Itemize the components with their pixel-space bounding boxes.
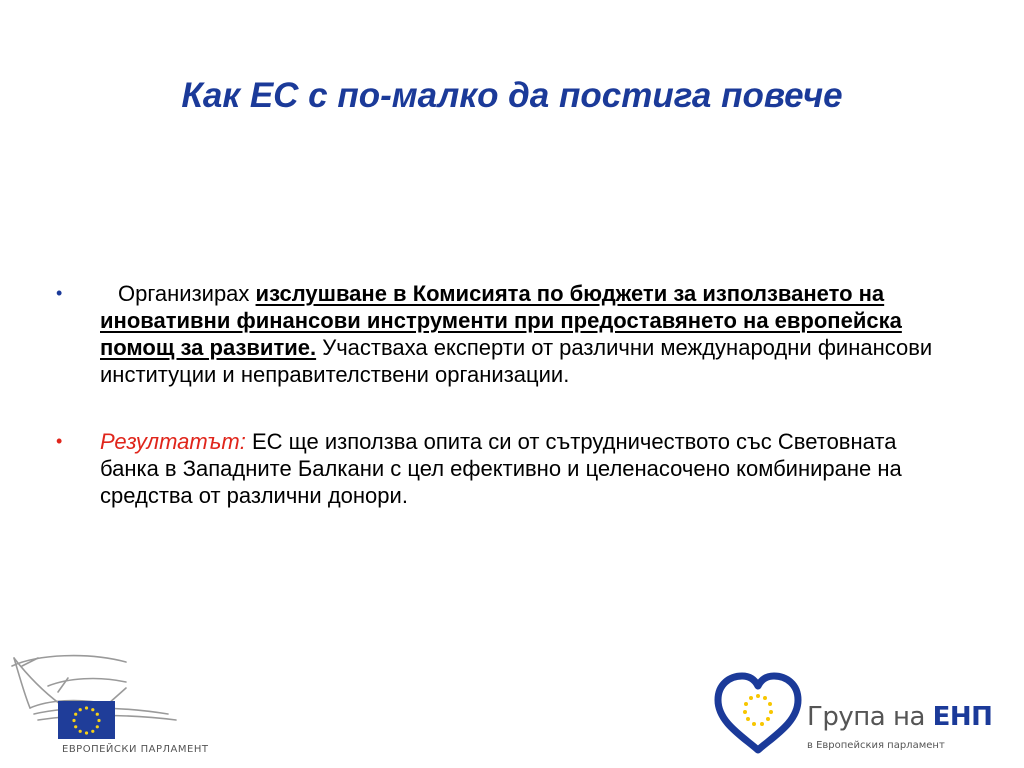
result-label: Резултатът:: [100, 429, 246, 454]
slide-title: Как ЕС с по-малко да постига повече: [181, 76, 843, 115]
bullet-intro-text: Организирах: [118, 281, 250, 306]
bullet-detail-text: Участваха експерти от различни международни финансови институции и неправителствени организации.: [100, 335, 933, 387]
bullet-dot-icon: •: [56, 283, 63, 303]
hearing-link-text: изслушване в Комисията по бюджети за използването на иновативни финансови инструменти при предоставянето на европейска помощ за развитие.: [100, 281, 902, 360]
eu-flag-icon: [58, 701, 115, 739]
bullet-item-result: [56, 428, 956, 509]
epp-group-subtitle: в Европейския парламент: [807, 740, 945, 751]
epp-group-name: Група на ЕНП: [807, 702, 993, 732]
bullet-list: [56, 280, 956, 509]
epp-group-abbr: ЕНП: [932, 702, 993, 732]
bullet-dot-icon: •: [56, 431, 63, 451]
bullet-item-hearing: [56, 280, 956, 388]
ep-logo-caption: ЕВРОПЕЙСКИ ПАРЛАМЕНТ: [62, 744, 209, 755]
result-text: ЕС ще използва опита си от сътрудничеството със Световната банка в Западните Балкани с цел ефективно и целенасочено комбиниране на средства от различни донори.: [100, 429, 902, 508]
